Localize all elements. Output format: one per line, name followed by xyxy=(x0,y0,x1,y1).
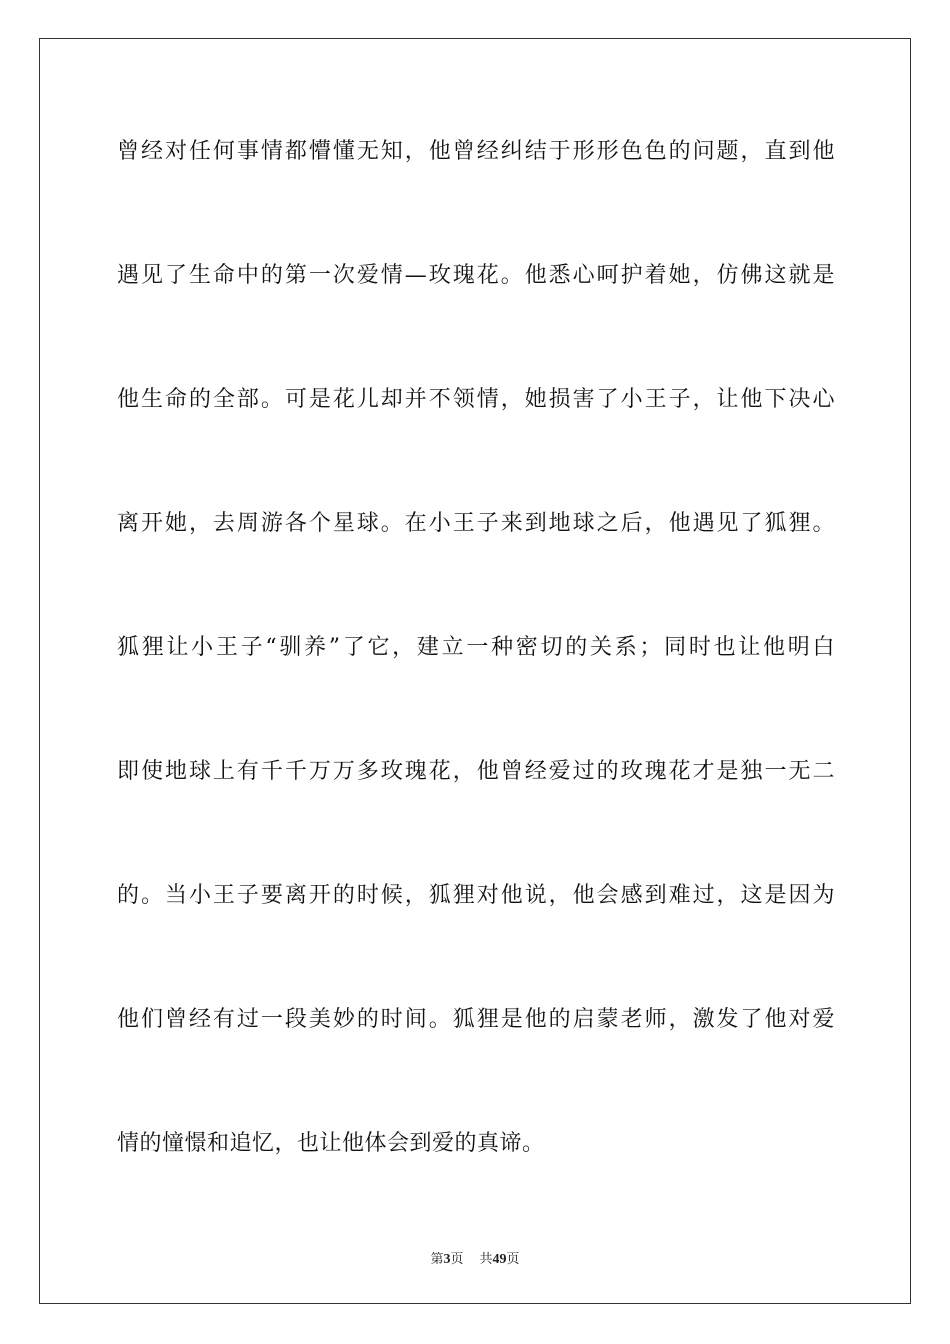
text-line-8: 他们曾经有过一段美妙的时间。狐狸是他的启蒙老师，激发了他对爱 xyxy=(117,1007,835,1032)
page-footer xyxy=(0,1248,950,1268)
page-suffix: 页 xyxy=(450,1252,464,1267)
body-text xyxy=(117,130,835,1246)
text-line-5: 狐狸让小王子“驯养”了它，建立一种密切的关系；同时也让他明白 xyxy=(117,635,835,660)
text-line-1: 曾经对任何事情都懵懂无知，他曾经纠结于形形色色的问题，直到他 xyxy=(117,139,835,164)
text-line-3: 他生命的全部。可是花儿却并不领情，她损害了小王子，让他下决心 xyxy=(117,387,835,412)
total-suffix: 页 xyxy=(506,1252,520,1267)
text-line-7: 的。当小王子要离开的时候，狐狸对他说，他会感到难过，这是因为 xyxy=(117,883,835,908)
text-line-4: 离开她，去周游各个星球。在小王子来到地球之后，他遇见了狐狸。 xyxy=(117,511,835,536)
total-prefix: 共 xyxy=(479,1252,493,1267)
text-line-2: 遇见了生命中的第一次爱情—玫瑰花。他悉心呵护着她，仿佛这就是 xyxy=(117,263,835,288)
page-number: 3 xyxy=(443,1252,451,1267)
page-prefix: 第 xyxy=(430,1252,444,1267)
text-line-9: 情的憧憬和追忆，也让他体会到爱的真谛。 xyxy=(117,1131,545,1156)
text-line-6: 即使地球上有千千万万多玫瑰花，他曾经爱过的玫瑰花才是独一无二 xyxy=(117,759,835,784)
total-pages: 49 xyxy=(492,1252,507,1267)
